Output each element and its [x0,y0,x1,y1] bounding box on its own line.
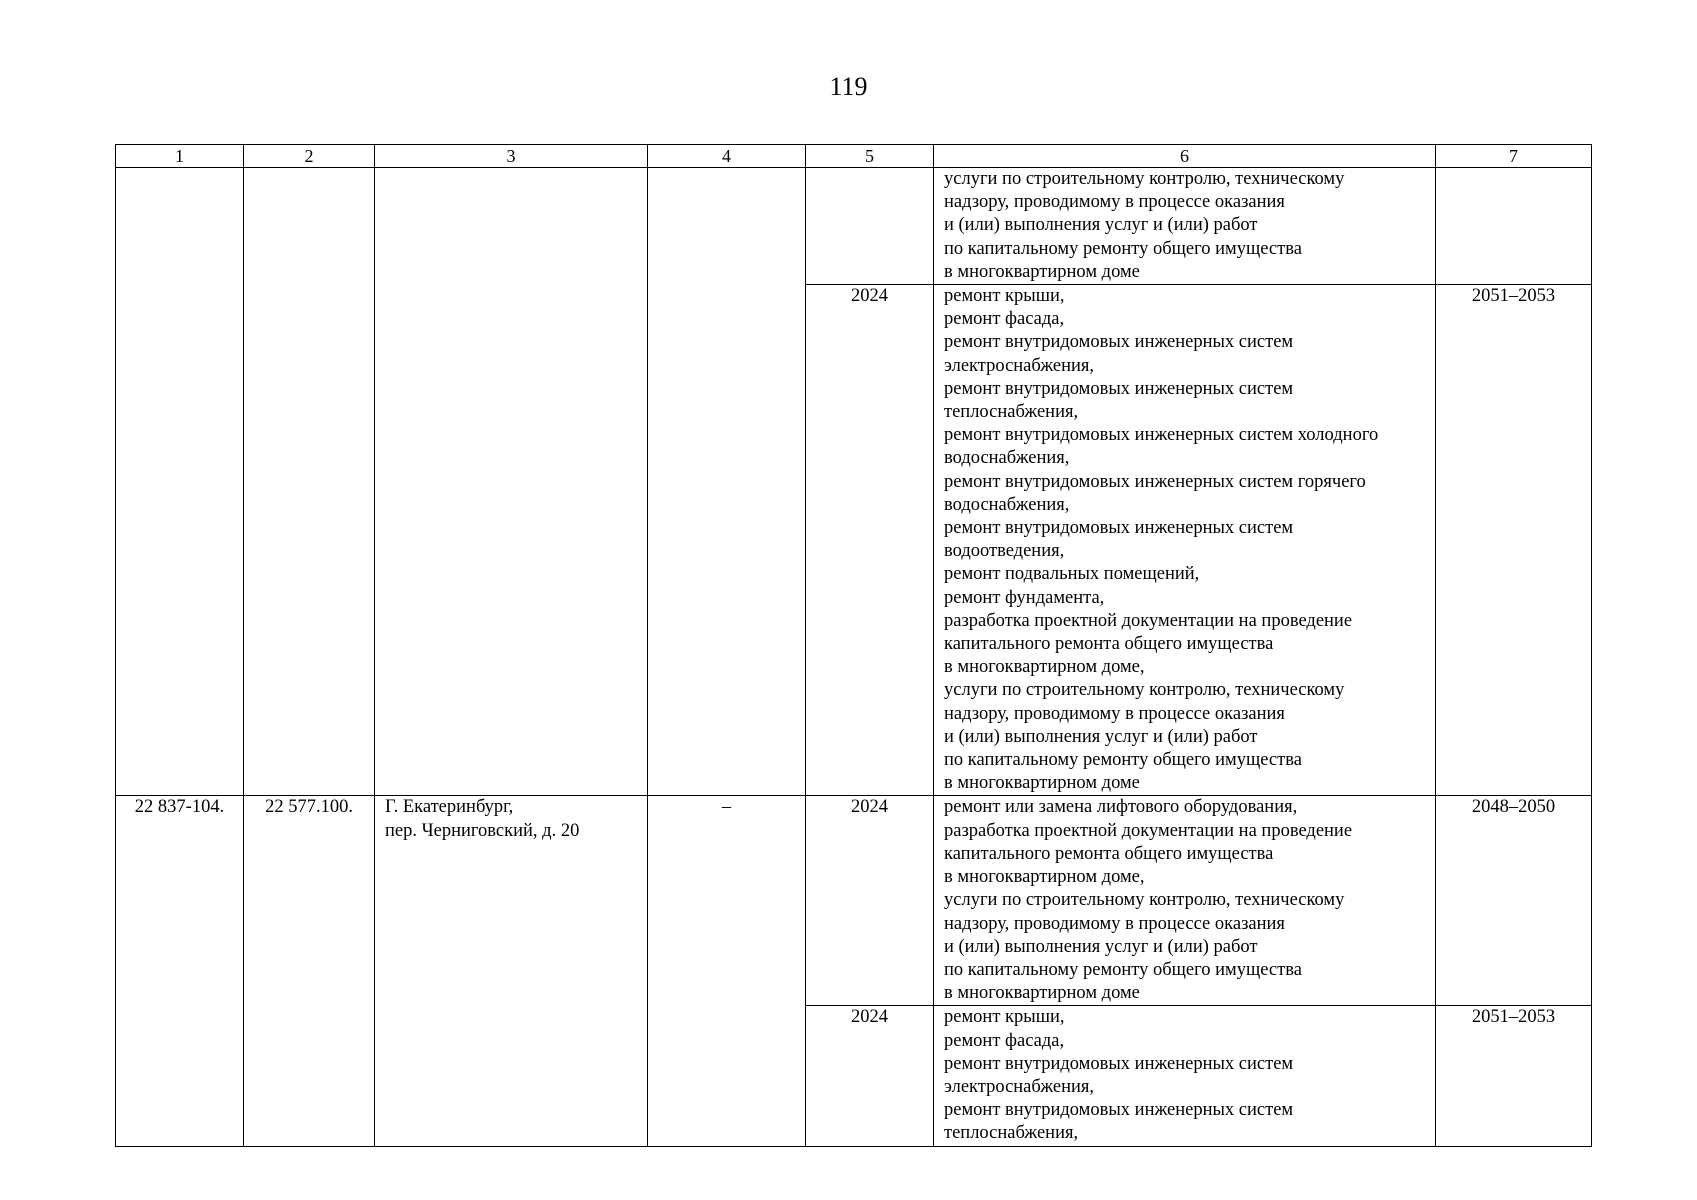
col4-cell: – [648,796,806,1146]
registry-number-cell: 22 837-104. [116,796,244,1146]
work-line: ремонт крыши, [944,286,1065,307]
work-line: теплоснабжения, [944,1123,1079,1144]
work-line: и (или) выполнения услуг и (или) работ [944,936,1258,957]
capital-repair-table [115,144,1592,1147]
work-line: надзору, проводимому в процессе оказания [944,192,1285,213]
work-line: электроснабжения, [944,1076,1095,1097]
year-cell: 2024 [806,1006,934,1146]
work-line: теплоснабжения, [944,402,1079,423]
work-line: услуги по строительному контролю, техническому [944,680,1345,701]
work-line: ремонт внутридомовых инженерных систем горячего [944,471,1366,492]
column-number-row [116,145,1592,168]
work-line: в многоквартирном доме [944,983,1140,1004]
work-line: ремонт фасада, [944,309,1065,330]
column-header: 6 [934,145,1436,168]
col4-cell [648,168,806,796]
column-header: 4 [648,145,806,168]
work-line: ремонт внутридомовых инженерных систем [944,332,1294,353]
house-number-cell [244,168,375,796]
work-line: в многоквартирном доме, [944,657,1145,678]
work-line: ремонт фундамента, [944,587,1105,608]
work-line: в многоквартирном доме, [944,867,1145,888]
work-line: надзору, проводимому в процессе оказания [944,913,1285,934]
work-line: капитального ремонта общего имущества [944,843,1274,864]
work-line: капитального ремонта общего имущества [944,634,1274,655]
work-line: и (или) выполнения услуг и (или) работ [944,726,1258,747]
work-line: ремонт внутридомовых инженерных систем [944,1053,1294,1074]
address-line: пер. Черниговский, д. 20 [385,820,580,841]
table-row [116,796,1592,1006]
column-header: 1 [116,145,244,168]
work-line: водоснабжения, [944,494,1070,515]
work-line: ремонт внутридомовых инженерных систем [944,378,1294,399]
work-line: в многоквартирном доме [944,773,1140,794]
column-header: 3 [375,145,648,168]
registry-number-cell [116,168,244,796]
work-line: ремонт подвальных помещений, [944,564,1200,585]
work-line: ремонт или замена лифтового оборудования, [944,797,1298,818]
table-row [116,168,1592,285]
page-number: 119 [829,72,868,101]
work-line: услуги по строительному контролю, техническому [944,169,1345,189]
column-header: 5 [806,145,934,168]
work-line: разработка проектной документации на проведение [944,610,1353,631]
period-cell: 2048–2050 [1436,796,1592,1006]
works-cell [934,796,1436,1006]
work-line: надзору, проводимому в процессе оказания [944,703,1285,724]
year-cell [806,168,934,285]
work-line: водоотведения, [944,541,1065,562]
column-header: 2 [244,145,375,168]
work-line: по капитальному ремонту общего имущества [944,750,1302,771]
work-line: водоснабжения, [944,448,1070,469]
period-cell: 2051–2053 [1436,285,1592,796]
works-cell [934,285,1436,796]
works-cell [934,1006,1436,1146]
work-line: и (или) выполнения услуг и (или) работ [944,215,1258,236]
work-line: в многоквартирном доме [944,261,1140,282]
work-line: ремонт крыши, [944,1007,1065,1028]
work-line: ремонт внутридомовых инженерных систем [944,518,1294,539]
period-cell: 2051–2053 [1436,1006,1592,1146]
year-cell: 2024 [806,285,934,796]
work-line: разработка проектной документации на проведение [944,820,1353,841]
work-line: электроснабжения, [944,355,1095,376]
column-header: 7 [1436,145,1592,168]
work-line: ремонт внутридомовых инженерных систем [944,1100,1294,1121]
year-cell: 2024 [806,796,934,1006]
address-cell [375,796,648,1146]
address-line: Г. Екатеринбург, [385,797,514,818]
work-line: по капитальному ремонту общего имущества [944,238,1302,259]
works-cell [934,168,1436,285]
work-line: по капитальному ремонту общего имущества [944,959,1302,980]
address-cell [375,168,648,796]
work-line: ремонт фасада, [944,1030,1065,1051]
work-line: услуги по строительному контролю, техническому [944,890,1345,911]
work-line: ремонт внутридомовых инженерных систем холодного [944,425,1379,446]
house-number-cell: 22 577.100. [244,796,375,1146]
period-cell [1436,168,1592,285]
